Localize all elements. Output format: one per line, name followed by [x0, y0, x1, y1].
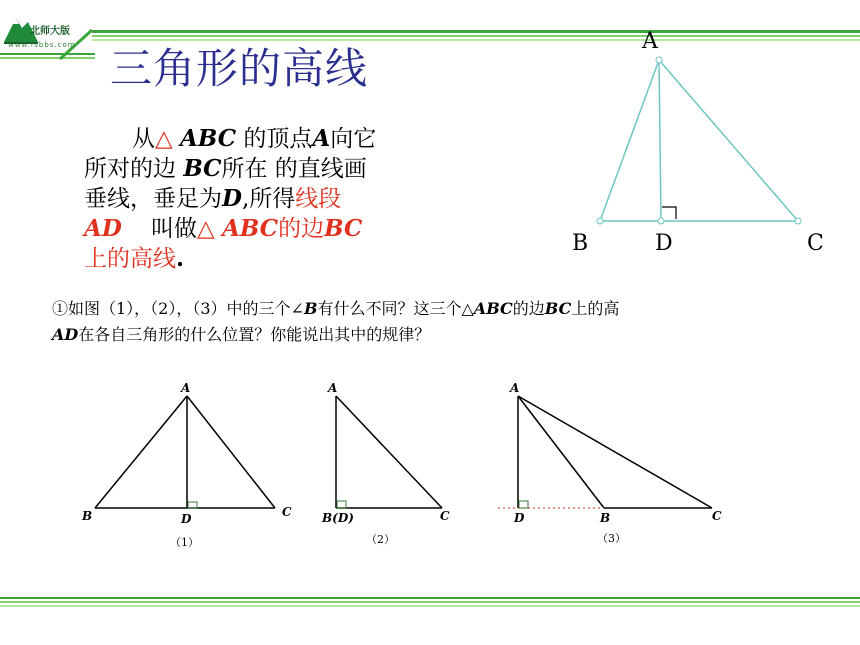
slide-title: 三角形的高线 — [110, 44, 369, 93]
comparison-figures — [60, 370, 760, 560]
fig3-caption: （3） — [597, 532, 626, 545]
side-ab — [600, 60, 659, 221]
fig1-label-a: A — [181, 381, 191, 395]
fig3-label-a: A — [510, 381, 520, 395]
label-b: B — [572, 231, 589, 256]
fig2-caption: （2） — [366, 533, 395, 546]
label-c: C — [807, 231, 824, 256]
figure-2 — [321, 381, 450, 546]
publisher-name: 北师大版 — [30, 26, 70, 37]
fig2-label-bd: B(D) — [322, 511, 354, 525]
fig1-label-d: D — [181, 512, 192, 526]
fig2-label-c: C — [440, 509, 450, 523]
fig1-caption: （1） — [170, 536, 199, 549]
figure-3 — [498, 381, 722, 545]
label-d: D — [655, 231, 673, 256]
label-a: A — [642, 29, 658, 54]
side-ac — [659, 60, 798, 221]
main-triangle-figure — [560, 20, 850, 265]
figure-1 — [81, 381, 292, 549]
fig3-label-d: D — [514, 511, 525, 525]
publisher-url: www.fsbbs.com — [8, 41, 76, 49]
fig3-label-c: C — [712, 509, 722, 523]
footer-stripes — [0, 595, 860, 615]
right-angle-mark — [662, 207, 676, 219]
definition-text: 从△ ABC 的顶点A向它 所对的边 BC所在 的直线画 垂线，垂足为D,所得线段 AD 叫做△ ABC的边BC 上的高线. — [84, 125, 377, 272]
question-text: ①如图（1），（2），（3）中的三个∠B有什么不同？这三个△ABC的边BC上的高 AD在各自三角形的什么位置？你能说出其中的规律？ — [52, 299, 620, 344]
fig1-label-b: B — [82, 509, 93, 523]
fig3-label-b: B — [600, 511, 611, 525]
altitude-ad — [659, 60, 661, 221]
fig1-label-c: C — [282, 505, 292, 519]
fig2-label-a: A — [328, 381, 338, 395]
